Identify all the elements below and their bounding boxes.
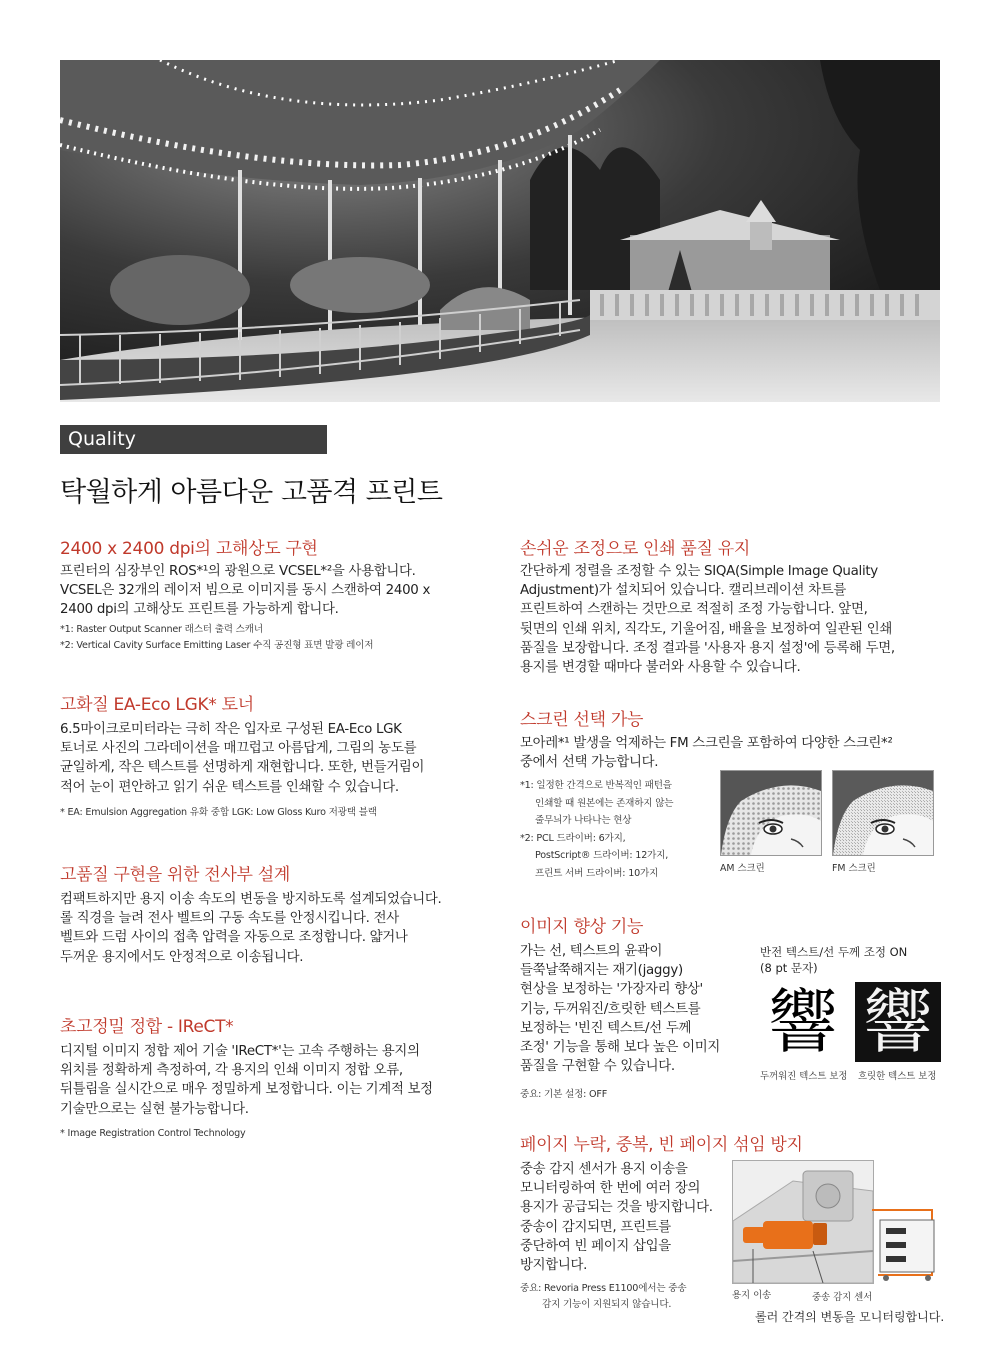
heading-resolution: 2400 x 2400 dpi의 고해상도 구현	[60, 539, 318, 559]
footnote-registration: * Image Registration Control Technology	[60, 1128, 246, 1139]
text-siqa: 간단하게 정렬을 조정할 수 있는 SIQA(Simple Image Quality Adjustment)가 설치되어 있습니다. 캘리브레이션 차트를 프린트하여 스캔하는 것만으로 적절히 조정 가능합니다. 앞면, 뒷면의 인쇄 위치, 직각도, 기울어짐, 배율을 보정하여 일관된 인쇄 품질을 보장합니다. 조정 결과를 '사용자 용지 설정'에 등록해 두면, 용지를 변경할 때마다 불러와 사용할 수 있습니다.	[520, 564, 895, 676]
note-multifeed: 중요: Revoria Press E1100에서는 중송 감지 기능이 지원되지 않습니다.	[520, 1283, 687, 1310]
text-multifeed: 중송 감지 센서가 용지 이송을 모니터링하여 한 번에 여러 장의 용지가 공급되는 것을 방지합니다. 중송이 감지되면, 프린트를 중단하여 빈 페이지 삽입을 방지합니다.	[520, 1162, 713, 1274]
footnotes-screen: *1: 일정한 간격으로 반복적인 패턴을 인쇄할 때 원본에는 존재하지 않는 줄무늬가 나타나는 현상 *2: PCL 드라이버: 6가지, PostScript® 드라이버: 12가지, 프린트 서버 드라이버: 10가지	[520, 780, 674, 879]
heading-image-enhancement: 이미지 향상 기능	[520, 917, 644, 937]
text-image-enhancement: 가는 선, 텍스트의 윤곽이 들쭉날쭉해지는 재기(jaggy) 현상을 보정하는 '가장자리 향상' 기능, 두꺼워진/흐릿한 텍스트를 보정하는 '빈진 텍스트/선 두께 조정' 기능을 통해 보다 높은 이미지 품질을 구현할 수 있습니다.	[520, 944, 721, 1075]
heading-toner: 고화질 EA-Eco LGK* 토너	[60, 695, 254, 715]
heading-transfer: 고품질 구현을 위한 전사부 설계	[60, 865, 291, 885]
figure-title-enhancement: 반전 텍스트/선 두께 조정 ON (8 pt 문자)	[760, 945, 908, 975]
text-registration: 디지털 이미지 정합 제어 기술 'IReCT*'는 고속 주행하는 용지의 위치를 정확하게 측정하여, 각 용지의 인쇄 이미지 정합 오류, 뒤틀림을 실시간으로 매우 정밀하게 보정합니다. 이는 기계적 보정 기술만으로는 실현 불가능합니다.	[60, 1044, 433, 1117]
caption-am-screen: AM 스크린	[720, 863, 765, 874]
caption-roller-monitoring: 롤러 간격의 변동을 모니터링합니다.	[755, 1310, 945, 1324]
caption-fm-screen: FM 스크린	[832, 863, 876, 874]
caption-multifeed-sensor: 중송 감지 센서	[812, 1292, 873, 1303]
fm-screen-illustration	[832, 770, 934, 856]
page-title: 탁월하게 아름다운 고품격 프린트	[60, 477, 443, 508]
text-screen: 모아레*¹ 발생을 억제하는 FM 스크린을 포함하여 다양한 스크린*² 중에서 선택 가능합니다.	[520, 736, 893, 771]
text-resolution: 프린터의 심장부인 ROS*¹의 광원으로 VCSEL*²을 사용합니다. VCSEL은 32개의 레이저 빔으로 이미지를 동시 스캔하여 2400 x 2400 dpi의 고해상도 프린트를 가능하게 합니다.	[60, 564, 431, 618]
heading-registration: 초고정밀 정합 - IReCT*	[60, 1017, 234, 1037]
footnote-toner: * EA: Emulsion Aggregation 유화 중합 LGK: Low Gloss Kuro 저광택 블랙	[60, 807, 377, 818]
caption-paper-feed: 용지 이송	[732, 1290, 772, 1301]
kanji-sample-blur: 響	[855, 982, 941, 1062]
heading-screen: 스크린 선택 가능	[520, 710, 644, 730]
am-screen-illustration	[720, 770, 822, 856]
section-badge: Quality	[60, 425, 327, 454]
footnotes-resolution: *1: Raster Output Scanner 래스터 출력 스캐너 *2: Vertical Cavity Surface Emitting Laser 수직 공진형 표면 발광 레이저	[60, 624, 374, 651]
text-transfer: 컴팩트하지만 용지 이송 속도의 변동을 방지하도록 설계되었습니다. 롤 직경을 늘려 전사 벨트의 구동 속도를 안정시킵니다. 전사 벨트와 드럼 사이의 접촉 압력을 자동으로 조정합니다. 얇거나 두꺼운 용지에서도 안정적으로 이송됩니다.	[60, 892, 442, 965]
multifeed-sensor-illustration	[732, 1160, 874, 1284]
caption-thick-text: 두꺼워진 텍스트 보정	[760, 1071, 848, 1082]
hero-photo-carousel	[60, 60, 940, 402]
kanji-sample-thick: 響	[760, 982, 846, 1062]
heading-multifeed: 페이지 누락, 중복, 빈 페이지 섞임 방지	[520, 1135, 803, 1155]
printer-machine-icon	[872, 1200, 940, 1282]
caption-blur-text: 흐릿한 텍스트 보정	[858, 1071, 937, 1082]
note-image-enhancement: 중요: 기본 설정: OFF	[520, 1089, 608, 1100]
heading-siqa: 손쉬운 조정으로 인쇄 품질 유지	[520, 539, 751, 559]
text-toner: 6.5마이크로미터라는 극히 작은 입자로 구성된 EA-Eco LGK 토너로 사진의 그라데이션을 매끄럽고 아름답게, 그림의 농도를 균일하게, 작은 텍스트를 선명하게 재현합니다. 또한, 번들거림이 적어 눈이 편안하고 읽기 쉬운 텍스트를 인쇄할 수 있습니다.	[60, 722, 425, 795]
